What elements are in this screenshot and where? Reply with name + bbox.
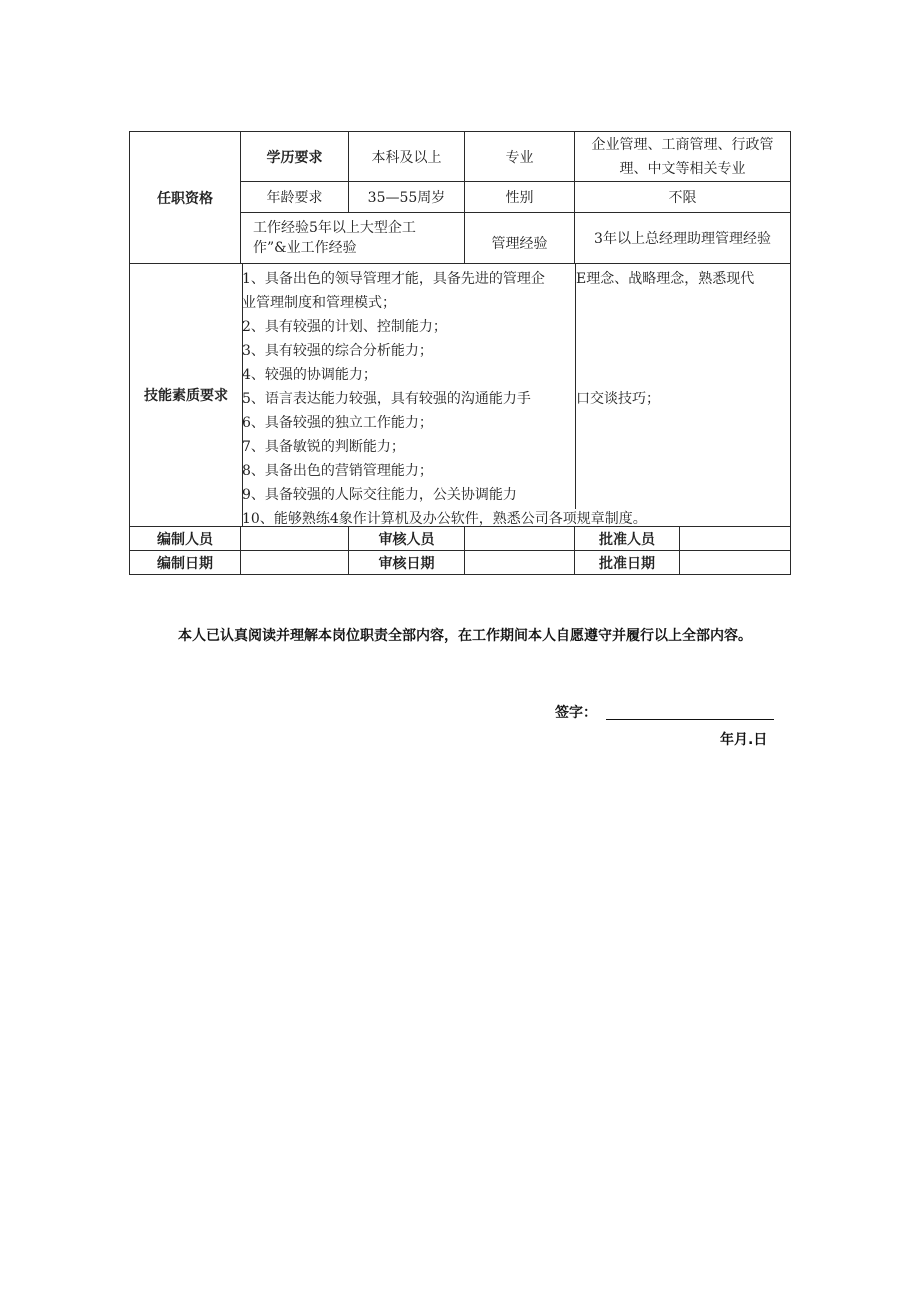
skill-overflow-line: 口交谈技巧； [576, 391, 660, 407]
skill-line: 3、具有较强的综合分析能力； [242, 343, 433, 359]
signature-label: 签字： [555, 705, 597, 721]
skill-line: 业管理制度和管理模式； [242, 295, 396, 311]
edit-date-label: 编制日期 [130, 551, 241, 575]
skill-line: 4、较强的协调能力； [242, 367, 377, 383]
major-label: 专业 [465, 132, 575, 182]
skills-row [130, 264, 791, 527]
skills-block [130, 264, 790, 526]
job-requirements-table [129, 131, 791, 575]
skill-line: 8、具备出色的营销管理能力； [242, 463, 433, 479]
major-value-line2: 理、中文等相关专业 [619, 160, 746, 177]
skill-line: 10、能够熟练4象作计算机及办公软件，熟悉公司各项规章制度。 [242, 511, 647, 527]
editor-label: 编制人员 [130, 527, 241, 551]
skill-line: 9、具备较强的人际交往能力，公关协调能力 [242, 487, 517, 503]
age-label: 年龄要求 [241, 182, 349, 213]
skill-overflow-line: E理念、战略理念，熟悉现代 [576, 271, 755, 287]
skill-line: 6、具备较强的独立工作能力； [242, 415, 433, 431]
skill-line: 2、具有较强的计划、控制能力； [242, 319, 447, 335]
management-experience-label: 管理经验 [465, 213, 575, 264]
education-value: 本科及以上 [349, 132, 465, 182]
reviewer-value [465, 527, 575, 551]
reviewer-label: 审核人员 [349, 527, 465, 551]
skill-line: 7、具备敏锐的判断能力； [242, 439, 405, 455]
education-label: 学历要求 [241, 132, 349, 182]
editor-value [241, 527, 349, 551]
skills-divider [575, 264, 576, 509]
date-label: 年月.日 [720, 732, 768, 748]
approver-label: 批准人员 [575, 527, 680, 551]
major-value [575, 132, 791, 182]
approve-date-label: 批准日期 [575, 551, 680, 575]
gender-value: 不限 [575, 182, 791, 213]
declaration-text: 本人已认真阅读并理解本岗位职责全部内容，在工作期间本人自愿遵守并履行以上全部内容。 [178, 628, 752, 644]
review-date-label: 审核日期 [349, 551, 465, 575]
work-experience-line2: 作”&业工作经验 [253, 240, 357, 256]
gender-label: 性别 [465, 182, 575, 213]
approver-value [680, 527, 791, 551]
major-value-line1: 企业管理、工商管理、行政管 [591, 136, 774, 153]
work-experience [241, 213, 465, 264]
management-experience-value: 3年以上总经理助理管理经验 [575, 213, 791, 264]
skill-line: 5、语言表达能力较强，具有较强的沟通能力手 [242, 391, 531, 407]
skills-label: 技能素质要求 [130, 264, 243, 526]
skill-line: 1、具备出色的领导管理才能，具备先进的管理企 [242, 271, 545, 287]
approve-date-value [680, 551, 791, 575]
review-date-value [465, 551, 575, 575]
edit-date-value [241, 551, 349, 575]
qualifications-label: 任职资格 [130, 132, 241, 264]
signature-line[interactable] [606, 719, 774, 720]
work-experience-line1: 工作经验5年以上大型企工 [253, 220, 416, 236]
age-value: 35—55周岁 [349, 182, 465, 213]
